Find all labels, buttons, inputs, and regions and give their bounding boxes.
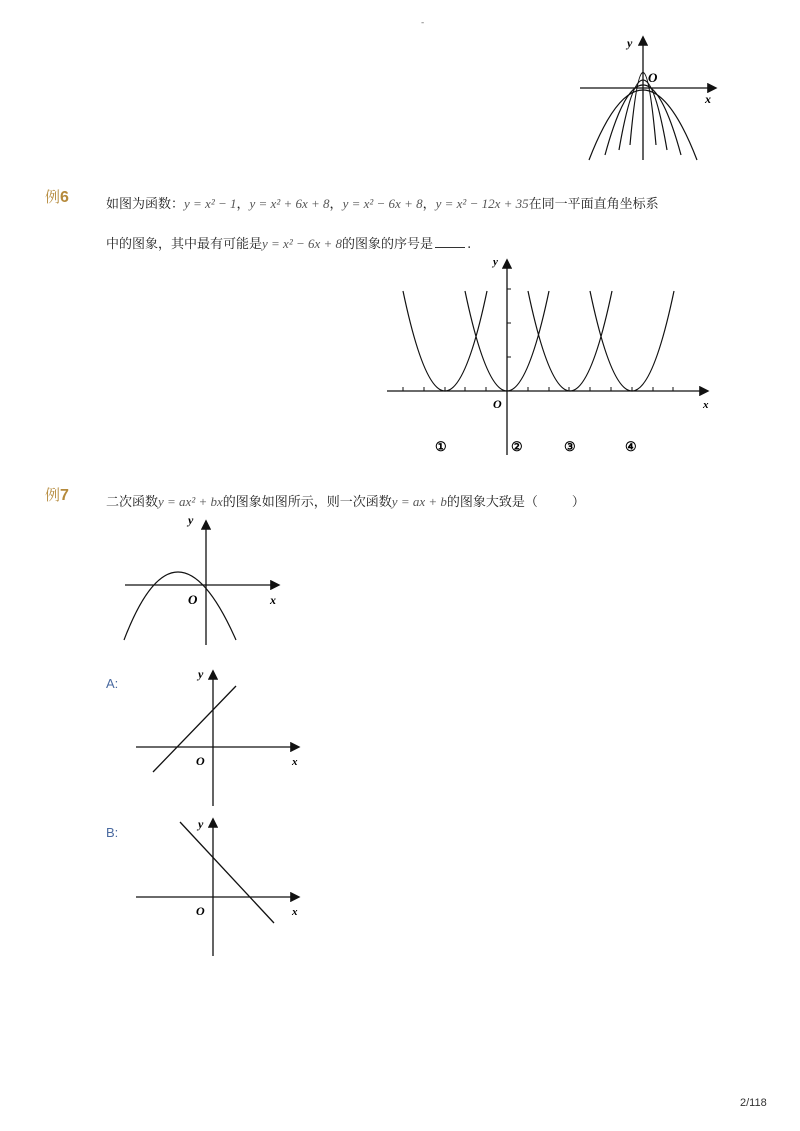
formula-3: y = x² − 6x + 8 [342,196,423,211]
answer-blank[interactable] [435,235,465,248]
origin-label: O [188,592,198,607]
example-prefix: 例 [45,188,61,206]
text: 在同一平面直角坐标系 [528,197,659,212]
option-a-label[interactable]: A: [106,676,119,691]
y-label: y [627,36,633,50]
formula-4: y = x² − 12x + 35 [435,196,529,211]
page-number: 2/118 [740,1097,767,1109]
example-number: 7 [60,487,69,504]
text: 如图为函数： [106,197,185,212]
example-6-label [45,186,69,207]
example-7-label [45,484,69,505]
text: 二次函数 [106,495,159,510]
formula-2: y = x² + 6x + 8 [249,196,330,211]
marker-1: ① [435,439,447,454]
y-label: y [198,817,204,831]
example-6-line-1 [106,193,659,212]
figure-downward-parabolas [575,30,725,165]
origin-label: O [648,70,658,85]
option-a-figure[interactable] [133,664,303,809]
period: . [467,237,472,252]
example-7-question [106,491,585,510]
text: 的图象的序号是 [342,237,434,252]
y-label: y [493,256,498,268]
parabola-3 [528,291,612,391]
text: 的图象大致是（ [446,495,538,510]
top-marker: - [421,18,425,28]
linear-formula: y = ax + b [391,494,447,509]
target-formula: y = x² − 6x + 8 [262,236,343,251]
separator: ， [236,197,250,212]
figure-quadratic [120,512,285,647]
y-label: y [198,667,204,681]
x-label: x [292,756,298,768]
formula-1: y = x² − 1 [184,196,237,211]
example-6-line-2 [106,233,471,252]
option-b-figure[interactable] [133,814,303,959]
marker-4: ④ [625,439,637,454]
option-b-label[interactable]: B: [106,825,119,840]
marker-3: ③ [564,439,576,454]
x-label: x [705,92,711,106]
quadratic-formula: y = ax² + bx [158,494,223,509]
parabola-1 [403,291,487,391]
line-graph [180,822,274,923]
x-label: x [703,399,709,411]
example-number: 6 [60,189,69,206]
origin-label: O [493,397,502,411]
parabola-4 [590,291,674,391]
parabola [124,572,236,640]
separator: ， [329,197,343,212]
origin-label: O [196,754,205,768]
figure-four-parabolas [385,255,715,460]
origin-label: O [196,904,205,918]
y-label: y [188,513,194,527]
text: 的图象如图所示，则一次函数 [222,495,392,510]
text: 中的图象，其中最有可能是 [106,237,263,252]
separator: ， [422,197,436,212]
x-label: x [292,906,298,918]
line-graph [153,686,236,772]
example-prefix: 例 [45,486,61,504]
marker-2: ② [511,439,523,454]
x-label: x [270,593,276,607]
text: ） [571,495,585,510]
